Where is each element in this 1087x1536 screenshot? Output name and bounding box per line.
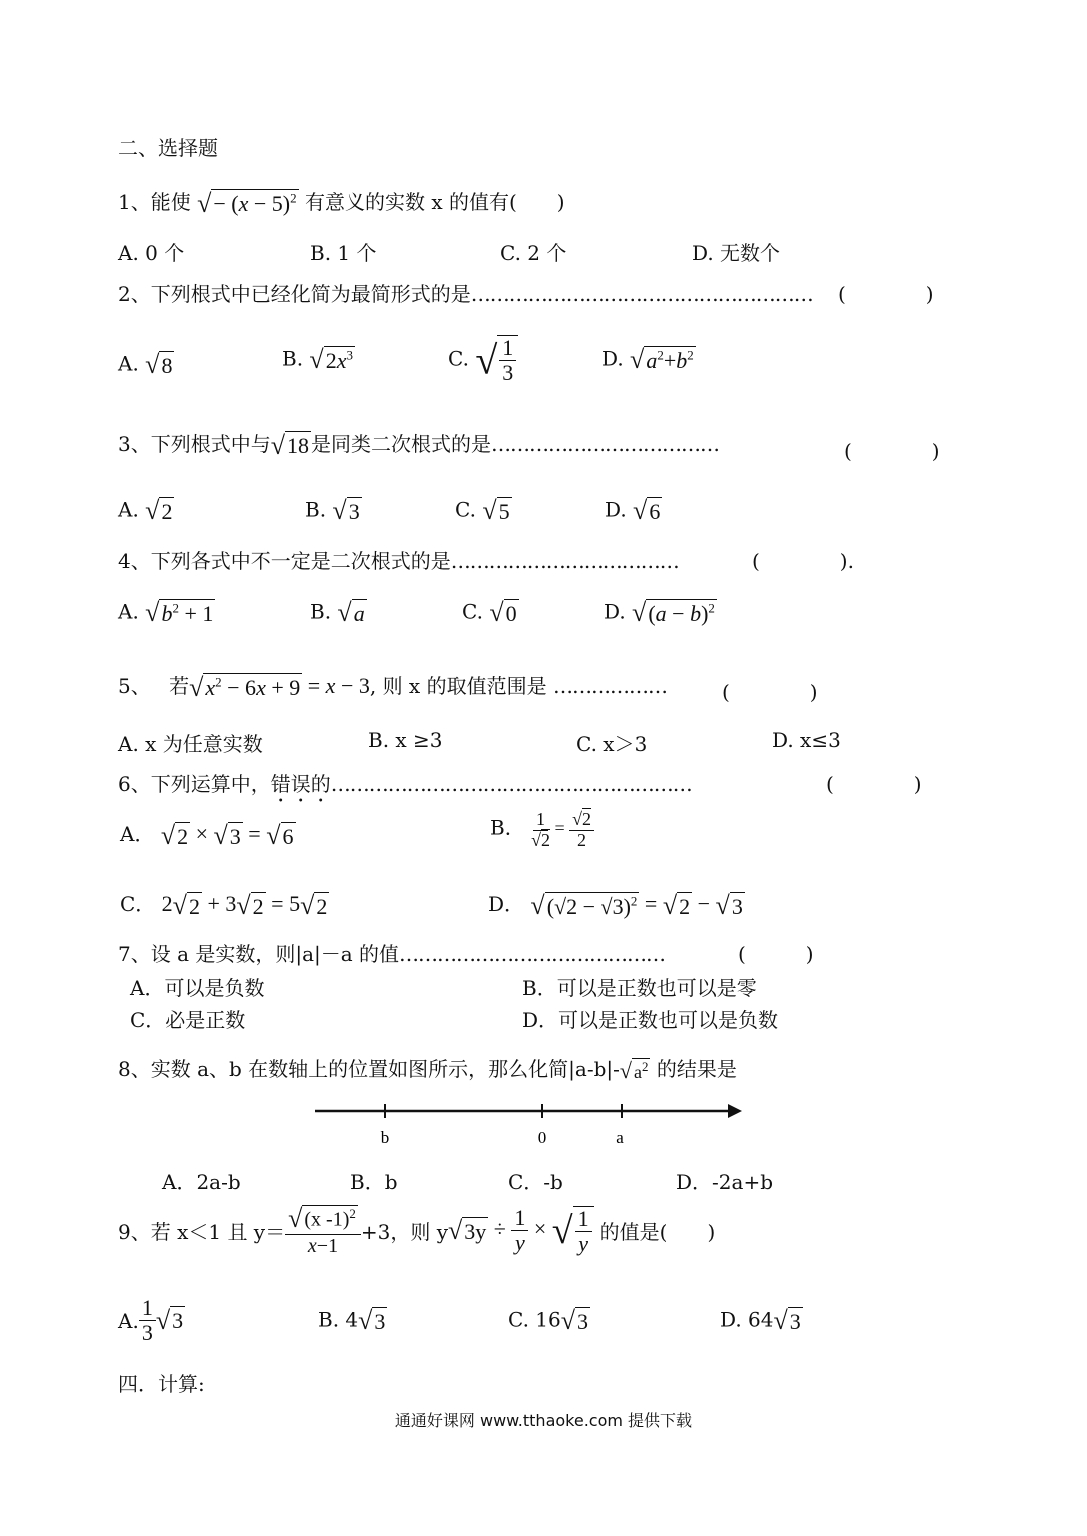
q7-option-c: C．必是正数 (130, 1008, 246, 1032)
q2-stem: 2、下列根式中已经化简为最简形式的是 (118, 282, 471, 306)
q9-fraction: $\frac{√ (x -1)^2}{x-1}$ (285, 1205, 361, 1257)
q4-bracket: ( ). (752, 549, 854, 573)
q4-stem: 4、下列各式中不一定是二次根式的是 (118, 549, 451, 573)
q2-option-b: B. $√2x^3$ (282, 345, 353, 374)
q6-stem: 6、下列运算中， (118, 772, 271, 796)
q6-bracket: ( ) (826, 772, 922, 796)
q4-option-a: A. $√b^2 + 1$ (118, 598, 214, 627)
question-3: 3、下列根式中与√18 是同类二次根式的是……………………………… (118, 430, 720, 460)
q5-stem-pre: 若 (169, 674, 190, 698)
q2-option-d: D. $√a^2+b^2$ (602, 345, 694, 374)
q3-option-c: C. √5 (455, 496, 510, 525)
q1-option-d: D. 无数个 (692, 241, 781, 265)
q2-option-c: C. √ $\frac{1}{3}$ (448, 335, 518, 385)
q1-stem-post: 有意义的实数 x 的值有( ) (304, 190, 565, 214)
footer: 通通好课网 www.tthaoke.com 提供下载 (394, 1411, 693, 1430)
q5-stem-post: , 则 x 的取值范围是 (369, 674, 547, 698)
q9-option-a: A. $\frac{1}{3}$ √3 (118, 1295, 184, 1346)
q6-option-d: D． $√(√2 - √3)^2 = √2 - √3$ (488, 890, 743, 920)
q9-option-b: B. 4√3 (318, 1306, 386, 1335)
number-line-arrow (728, 1104, 742, 1118)
q1-option-b: B. 1 个 (310, 241, 377, 265)
q5-option-a: A. x 为任意实数 (118, 732, 263, 756)
q2-option-a: A. √8 (118, 350, 173, 379)
q3-option-b: B. √3 (305, 496, 360, 525)
q9-option-d: D. 64√3 (720, 1306, 801, 1335)
q3-stem-pre: 3、下列根式中与 (118, 432, 271, 456)
section-title: 二、选择题 (118, 136, 218, 160)
q7-option-a: A．可以是负数 (130, 976, 265, 1000)
question-5: 5、 若$√x^2 - 6x + 9 = x - 3$, 则 x 的取值范围是 ……………… (118, 672, 667, 702)
q8-option-c: C．-b (508, 1170, 563, 1194)
q3-bracket: ( ) (844, 439, 940, 463)
q5-option-d: D. x≤3 (772, 728, 841, 752)
label-a: a (616, 1128, 624, 1147)
q7-stem: 7、设 a 是实数，则|a|－a 的值 (118, 942, 400, 966)
q7-option-b: B．可以是正数也可以是零 (522, 976, 757, 1000)
q9-stem-mid: +3，则 y (360, 1220, 449, 1245)
q7-bracket: ( ) (738, 942, 814, 966)
q9-stem-pre: 9、若 x＜1 且 y＝ (118, 1220, 286, 1245)
question-2: 2、下列根式中已经化简为最简形式的是……………………………………………… (118, 282, 813, 306)
q2-bracket: ( ) (838, 282, 934, 306)
question-8: 8、实数 a、b 在数轴上的位置如图所示，那么化简|a-b|-√ $a^2$ 的结果是 (118, 1057, 737, 1083)
question-7: 7、设 a 是实数，则|a|－a 的值…………………………………… (118, 942, 666, 966)
question-9: 9、若 x＜1 且 y＝ $\frac{√ (x -1)^2}{x-1}$ +3，则 y √3y ÷ $\frac{1}{y}$ × √ $\frac{1}{y}$ 的值是( ) (118, 1204, 716, 1257)
q3-stem-post: 是同类二次根式的是 (311, 432, 492, 456)
q3-option-a: A. √2 (118, 496, 173, 525)
q5-option-c: C. x＞3 (576, 732, 648, 756)
q5-option-b: B. x ≥3 (368, 728, 443, 752)
question-4: 4、下列各式中不一定是二次根式的是……………………………… (118, 549, 679, 573)
q4-option-b: B. √a (310, 598, 365, 627)
q8-option-b: B．b (350, 1170, 398, 1194)
q7-option-d: D．可以是正数也可以是负数 (522, 1008, 779, 1032)
q4-option-c: C. √0 (462, 598, 517, 627)
question-6: 6、下列运算中，错误的………………………………………………… (118, 772, 692, 796)
q5-number: 5、 (118, 674, 151, 698)
q8-option-a: A．2a-b (162, 1170, 241, 1194)
q4-option-d: D. $√(a - b)^2$ (604, 598, 715, 627)
q6-option-a: A． √2 × √3 = √6 (120, 820, 294, 850)
q1-option-c: C. 2 个 (500, 241, 567, 265)
q3-option-d: D. √6 (605, 496, 661, 525)
q1-stem-pre: 能使 (150, 190, 191, 214)
q8-option-d: D．-2a+b (676, 1170, 774, 1194)
q8-stem-post: 的结果是 (656, 1057, 737, 1081)
number-line (300, 1095, 760, 1155)
q1-number: 1、 (118, 190, 151, 214)
q5-bracket: ( ) (722, 680, 818, 704)
question-1 (118, 186, 565, 219)
q6-emphasis: 错误的 (270, 772, 331, 796)
q6-option-b: B． $\frac{1}{√2}$ = $\frac{√2}{2}$ (490, 810, 594, 851)
label-b: b (380, 1128, 390, 1147)
q1-expression: √− $(x - 5)^2$ (197, 188, 297, 218)
q9-option-c: C. 16√3 (508, 1306, 589, 1335)
q6-option-c: C． 2√2 + 3√2 = 5√2 (120, 890, 328, 920)
q8-stem: 8、实数 a、b 在数轴上的位置如图所示，那么化简|a-b|- (118, 1057, 620, 1081)
q1-option-a: A. 0 个 (118, 241, 185, 265)
label-0: 0 (537, 1128, 547, 1147)
q9-stem-post: 的值是( ) (599, 1220, 716, 1245)
section-4-title: 四．计算: (118, 1372, 205, 1396)
